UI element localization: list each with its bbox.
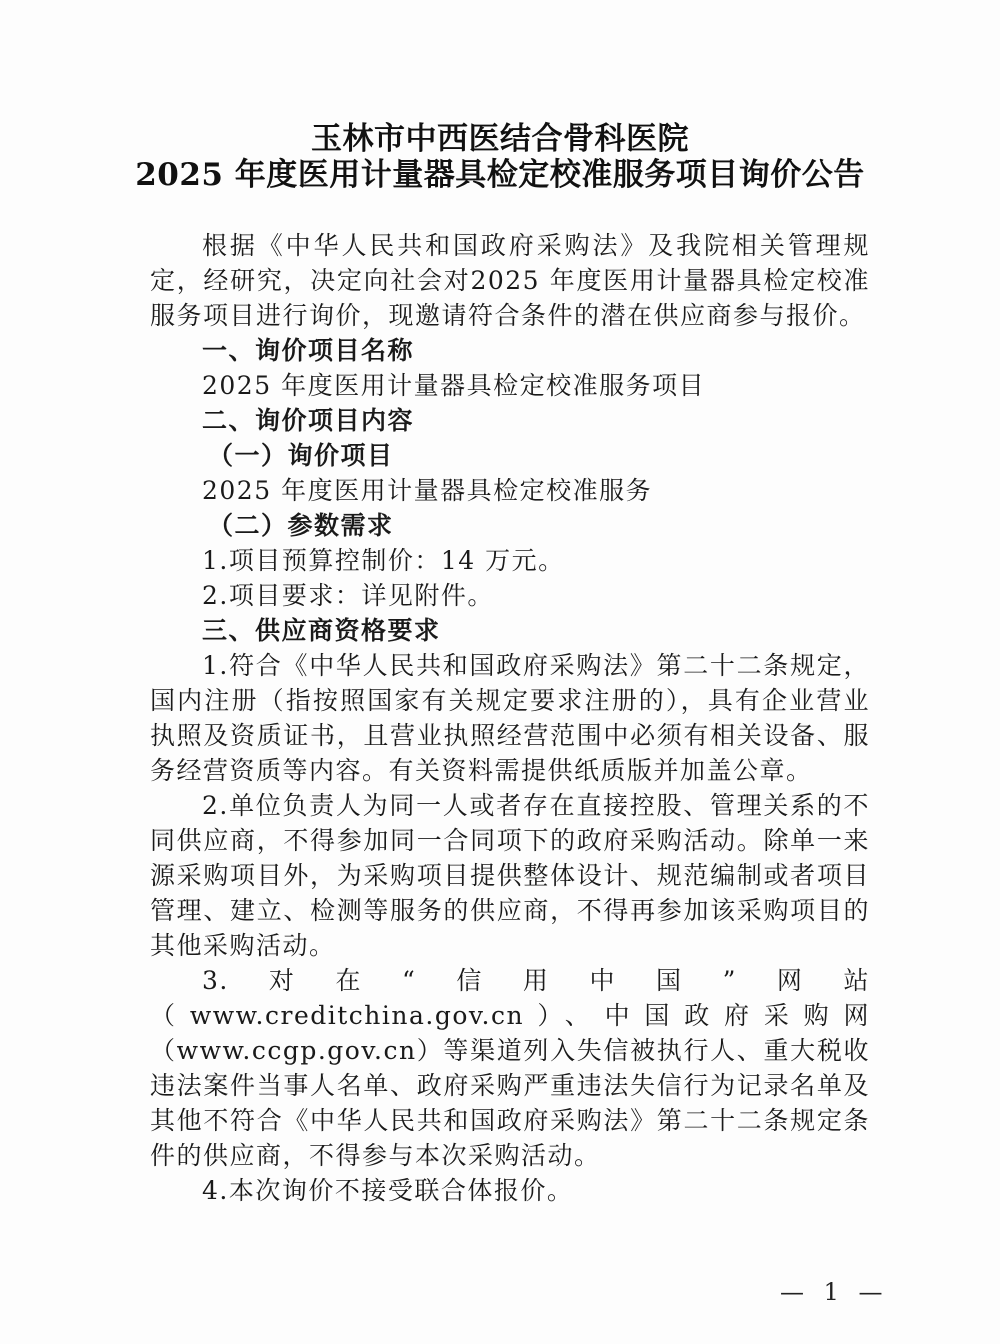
section2-sub1-content: 2025 年度医用计量器具检定校准服务 [202, 476, 653, 505]
section3-req2: 2.单位负责人为同一人或者存在直接控股、管理关系的不同供应商，不得参加同一合同项下的政府采购活动。除单一来源采购项目外，为采购项目提供整体设计、规范编制或者项目管理、建立、检测等服务的供应商，不得再参加该采购项目的其他采购活动。 [150, 791, 870, 960]
document-title-line1: 玉林市中西医结合骨科医院 [311, 121, 689, 157]
section2-sub2-heading: （二）参数需求 [208, 511, 394, 540]
page-number: — 1 — [780, 1278, 889, 1306]
document-body [150, 228, 870, 1208]
section2-item2: 2.项目要求：详见附件。 [202, 581, 494, 610]
section3-req4: 4.本次询价不接受联合体报价。 [202, 1176, 574, 1205]
intro-paragraph: 根据《中华人民共和国政府采购法》及我院相关管理规定，经研究，决定向社会对2025 年度医用计量器具检定校准服务项目进行询价，现邀请符合条件的潜在供应商参与报价。 [150, 231, 870, 330]
document-title-line2: 2025 年度医用计量器具检定校准服务项目询价公告 [135, 157, 865, 193]
section3-req3: 3.对在“信用中国”网站（www.creditchina.gov.cn）、中国政府采购网（www.ccgp.gov.cn）等渠道列入失信被执行人、重大税收违法案件当事人名单、政府采购严重违法失信行为记录名单及其他不符合《中华人民共和国政府采购法》第二十二条规定条件的供应商，不得参与本次采购活动。 [150, 966, 870, 1170]
section3-req1: 1.符合《中华人民共和国政府采购法》第二十二条规定，国内注册（指按照国家有关规定要求注册的），具有企业营业执照及资质证书，且营业执照经营范围中必须有相关设备、服务经营资质等内容。有关资料需提供纸质版并加盖公章。 [150, 651, 870, 785]
section1-heading: 一、询价项目名称 [202, 336, 415, 365]
section2-item1: 1.项目预算控制价：14 万元。 [202, 546, 565, 575]
section3-heading: 三、供应商资格要求 [202, 616, 441, 645]
section1-content: 2025 年度医用计量器具检定校准服务项目 [202, 371, 706, 400]
section2-sub1-heading: （一）询价项目 [208, 441, 394, 470]
section2-heading: 二、询价项目内容 [202, 406, 415, 435]
